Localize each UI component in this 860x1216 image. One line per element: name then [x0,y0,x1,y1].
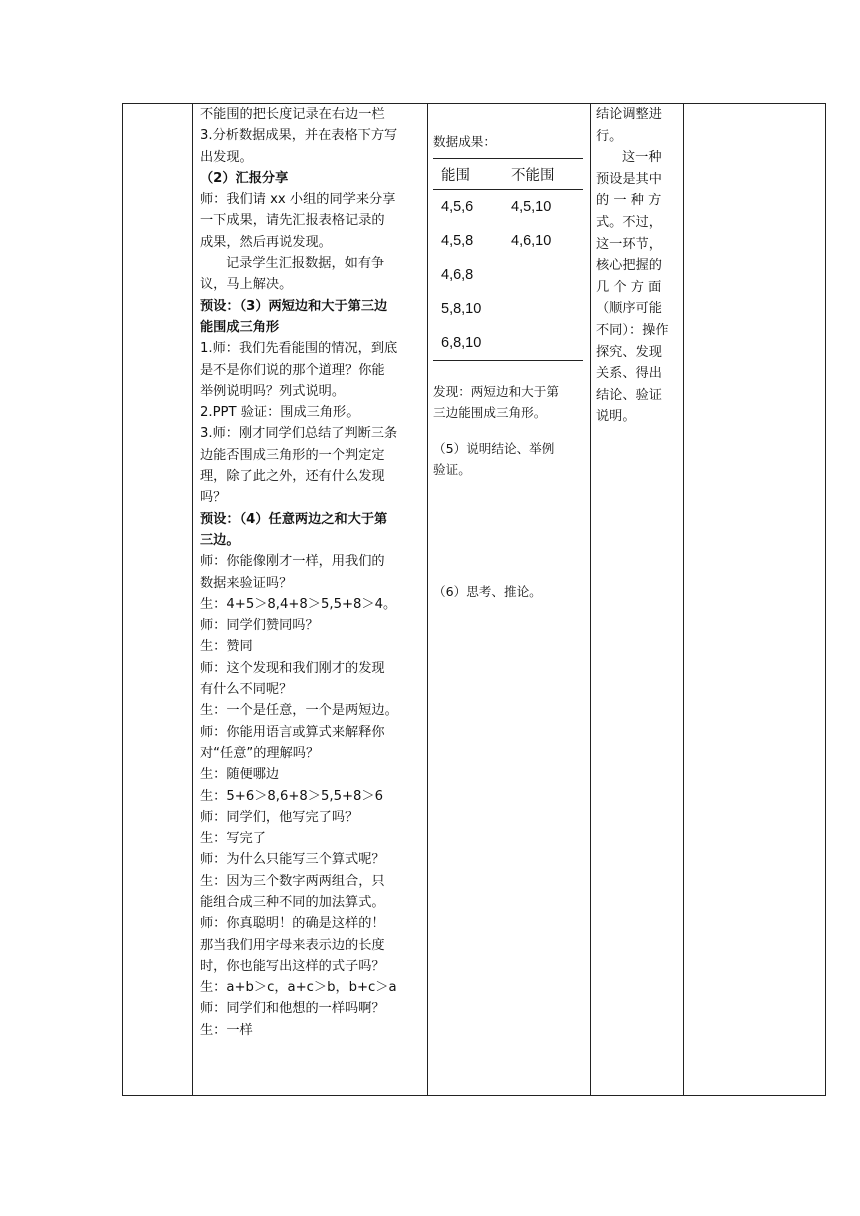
results-table-row [433,326,583,360]
process-line: 一下成果，请先汇报表格记录的 [200,213,385,229]
finding-line: 三边能围成三角形。 [433,405,547,420]
design-note-line: 这一种 [622,150,662,166]
process-line: 边能否围成三角形的一个判定定 [200,447,385,463]
process-line: 预设：（4）任意两边之和大于第 [200,511,388,527]
process-line: 理，除了此之外，还有什么发现 [200,469,385,485]
process-line: 2.PPT 验证：围成三角形。 [200,405,360,421]
column-divider [683,104,684,1095]
design-note-line: 的 一 种 方 [596,193,662,209]
design-note-line: 探究、发现 [596,344,662,360]
step5-line: （5）说明结论、举例 [433,441,555,456]
step5-line: 验证。 [433,462,471,477]
results-table-row [433,292,583,326]
teaching-process-column [193,104,426,1095]
design-note-line: （顺序可能 [596,301,662,317]
process-line: 生：4+5＞8,4+8＞5,5+8＞4。 [200,596,397,612]
lesson-plan-table [122,103,826,1096]
process-line: 3.分析数据成果，并在表格下方写 [200,128,398,144]
results-table-header [433,159,583,190]
design-note-line: 几 个 方 面 [596,279,662,295]
process-line: 3.师：刚才同学们总结了判断三条 [200,426,398,442]
process-line: 生：5+6＞8,6+8＞5,5+8＞6 [200,788,383,804]
design-note-line: 式。不过， [596,214,662,230]
process-line: （2）汇报分享 [200,170,289,186]
design-note-line: 结论、验证 [596,387,662,403]
design-note-line: 说明。 [596,409,636,425]
process-line: 能围成三角形 [200,319,280,335]
header-cannot-form: 不能围 [511,167,555,184]
process-line: 师：这个发现和我们刚才的发现 [200,660,385,676]
process-line: 吗？ [200,490,227,506]
process-line: 时，你也能写出这样的式子吗？ [200,958,385,974]
can-form-cell: 5,8,10 [441,301,482,317]
process-line: 生：赞同 [200,639,253,655]
results-table-row [433,224,583,258]
can-form-cell: 4,5,6 [441,199,474,215]
process-line: 师：为什么只能写三个算式呢？ [200,852,385,868]
process-line: 师：我们请 xx 小组的同学来分享 [200,192,396,208]
process-line: 那当我们用字母来表示边的长度 [200,937,385,953]
process-line: 师：同学们和他想的一样吗啊？ [200,1001,385,1017]
design-note-line: 预设是其中 [596,171,662,187]
process-line: 数据来验证吗？ [200,575,293,591]
can-form-cell: 4,5,8 [441,233,474,249]
design-note-line: 核心把握的 [596,258,662,274]
design-intent-column [591,104,683,1095]
cannot-form-cell: 4,5,10 [511,199,552,215]
results-table-row [433,258,583,292]
process-line: 有什么不同呢？ [200,682,293,698]
design-note-line: 关系、得出 [596,366,662,382]
design-note-line: 结论调整进 [596,107,662,122]
step6-text: （6）思考、推论。 [433,584,542,599]
process-line: 记录学生汇报数据，如有争 [226,256,385,272]
process-line: 1.师：我们先看能围的情况，到底 [200,341,398,357]
header-can-form: 能围 [441,167,470,184]
process-line: 是不是你们说的那个道理？你能 [200,362,385,378]
process-line: 师：同学们，他写完了吗？ [200,809,359,825]
process-line: 能组合成三种不同的加法算式。 [200,894,385,910]
design-note-line: 行。 [596,128,623,144]
step5-text [433,438,585,480]
data-results-label: 数据成果： [433,134,496,149]
process-line: 三边。 [200,532,240,548]
process-line: 预设：（3）两短边和大于第三边 [200,298,388,314]
finding-text [433,381,585,423]
process-line: 生：随便哪边 [200,767,280,783]
process-line: 生：因为三个数字两两组合，只 [200,873,385,889]
process-line: 议，马上解决。 [200,277,293,293]
process-line: 师：同学们赞同吗？ [200,618,319,634]
process-line: 生：写完了 [200,831,266,847]
design-note-line: 不同）：操作 [596,322,669,338]
process-line: 生：一个是任意，一个是两短边。 [200,703,398,719]
process-line: 生：a+b＞c，a+c＞b，b+c＞a [200,980,397,996]
process-line: 举例说明吗？列式说明。 [200,383,346,399]
process-line: 师：你能用语言或算式来解释你 [200,724,385,740]
design-note-line: 这一环节， [596,236,662,252]
process-line: 成果，然后再说发现。 [200,234,332,250]
results-table-row [433,190,583,224]
process-line: 师：你能像刚才一样，用我们的 [200,554,385,570]
finding-line: 发现：两短边和大于第 [433,384,559,399]
process-line: 师：你真聪明！的确是这样的！ [200,916,385,932]
can-form-cell: 4,6,8 [441,267,474,283]
process-line: 对“任意”的理解吗？ [200,745,320,761]
results-table [433,158,583,361]
process-line: 出发现。 [200,149,253,165]
process-line: 生：一样 [200,1022,253,1038]
process-line: 不能围的把长度记录在右边一栏 [200,107,385,122]
student-activity-column [428,104,590,1095]
cannot-form-cell: 4,6,10 [511,233,552,249]
can-form-cell: 6,8,10 [441,335,482,351]
